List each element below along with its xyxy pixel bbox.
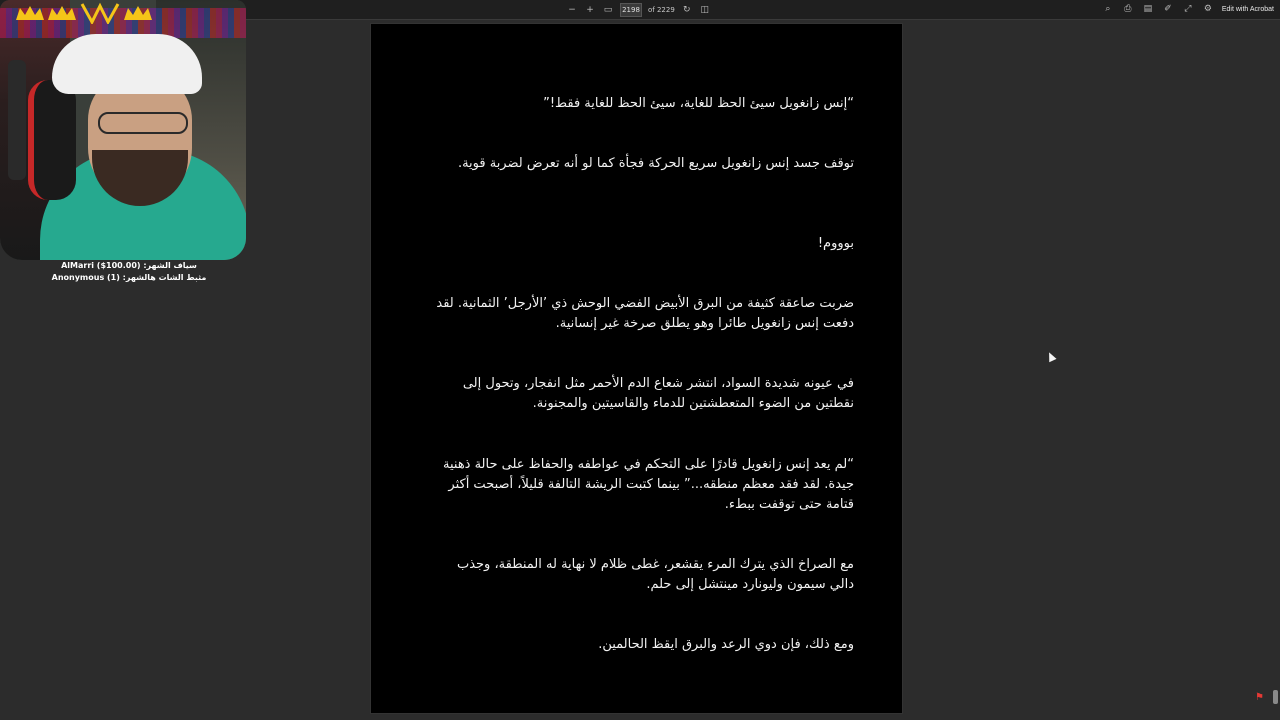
paragraph-5: في عيونه شديدة السواد، انتشر شعاع الدم الأحمر مثل انفجار، وتحول إلى نقطتين من الضوء المتعطشتين للدماء والقاسيتين والمجنونة. (462, 376, 854, 411)
microphone-icon (8, 60, 26, 180)
rotate-icon[interactable]: ↻ (683, 5, 691, 15)
cap-icon (52, 34, 202, 94)
paragraph-1: “إنس زانغويل سيئ الحظ للغاية، سيئ الحظ للغاية فقط!” (543, 96, 854, 111)
zoom-in-icon[interactable]: + (586, 5, 594, 15)
acrobat-logo-icon: ⚑ (1255, 692, 1264, 703)
crown-right-icon (124, 6, 152, 20)
crown-left-icon (16, 6, 44, 20)
mouse-cursor-icon (1045, 351, 1056, 363)
crown-center-icon (80, 2, 120, 24)
toolbar-right-group (1102, 3, 1274, 15)
fit-page-icon[interactable]: ▭ (603, 5, 613, 15)
paragraph-6: “لم يعد إنس زانغويل قادرًا على التحكم في عواطفه والحفاظ على حالة ذهنية جيدة. لقد فقد معظم منطقه...” بينما كتبت الريشة التالفة قليلاً، أصبحت أكثر قتامة حتى توقفت ببطء. (443, 457, 854, 512)
glasses-icon (98, 112, 188, 134)
paragraph-4: ضربت صاعقة كثيفة من البرق الأبيض الفضي الوحش ذي ’الأرجل’ الثمانية. لقد دفعت إنس زانغويل طائرا وهو يطلق صرخة غير إنسانية. (436, 296, 854, 331)
top-donor-label: AlMarri ($100.00) :سياف الشهر (61, 261, 197, 270)
headset-icon (28, 80, 76, 200)
page-total-label: of 2229 (648, 6, 675, 14)
search-icon[interactable]: ⌕ (1105, 4, 1111, 14)
paragraph-2: توقف جسد إنس زانغويل سريع الحركة فجأة كما لو أنه تعرض لضربة قوية. (457, 156, 854, 171)
chat-muter-label: Anonymous (1) :مثبط الشات هالشهر (51, 273, 207, 282)
paragraph-8: ومع ذلك، فإن دوي الرعد والبرق ايقظ الحالمين. (598, 637, 854, 652)
zoom-out-icon[interactable]: − (568, 5, 576, 15)
crown-left2-icon (48, 6, 76, 20)
edit-with-acrobat-button[interactable]: Edit with Acrobat (1221, 5, 1274, 13)
save-icon[interactable]: ▤ (1143, 4, 1153, 14)
crown-decoration (16, 2, 152, 24)
gear-icon[interactable]: ⚙ (1203, 4, 1212, 14)
print-icon[interactable]: ⎙ (1124, 4, 1132, 14)
scrollbar[interactable] (1273, 690, 1278, 704)
paragraph-7: مع الصراخ الذي يترك المرء يقشعر، غطى ظلام لا نهاية له المنطقة، وجذب دالي سيمون وليونارد مينتشل إلى حلم. (456, 557, 854, 592)
page-number-input[interactable]: 2198 (620, 3, 642, 17)
page-navigation (566, 3, 711, 17)
streamer-webcam (0, 0, 246, 260)
expand-icon[interactable]: ⤢ (1184, 4, 1192, 14)
paragraph-3: بوووم! (817, 236, 854, 251)
stream-overlay (34, 260, 224, 283)
pdf-page (370, 23, 903, 714)
fill-sign-icon[interactable]: ✐ (1164, 4, 1172, 14)
page-view-icon[interactable]: ◫ (700, 5, 710, 15)
